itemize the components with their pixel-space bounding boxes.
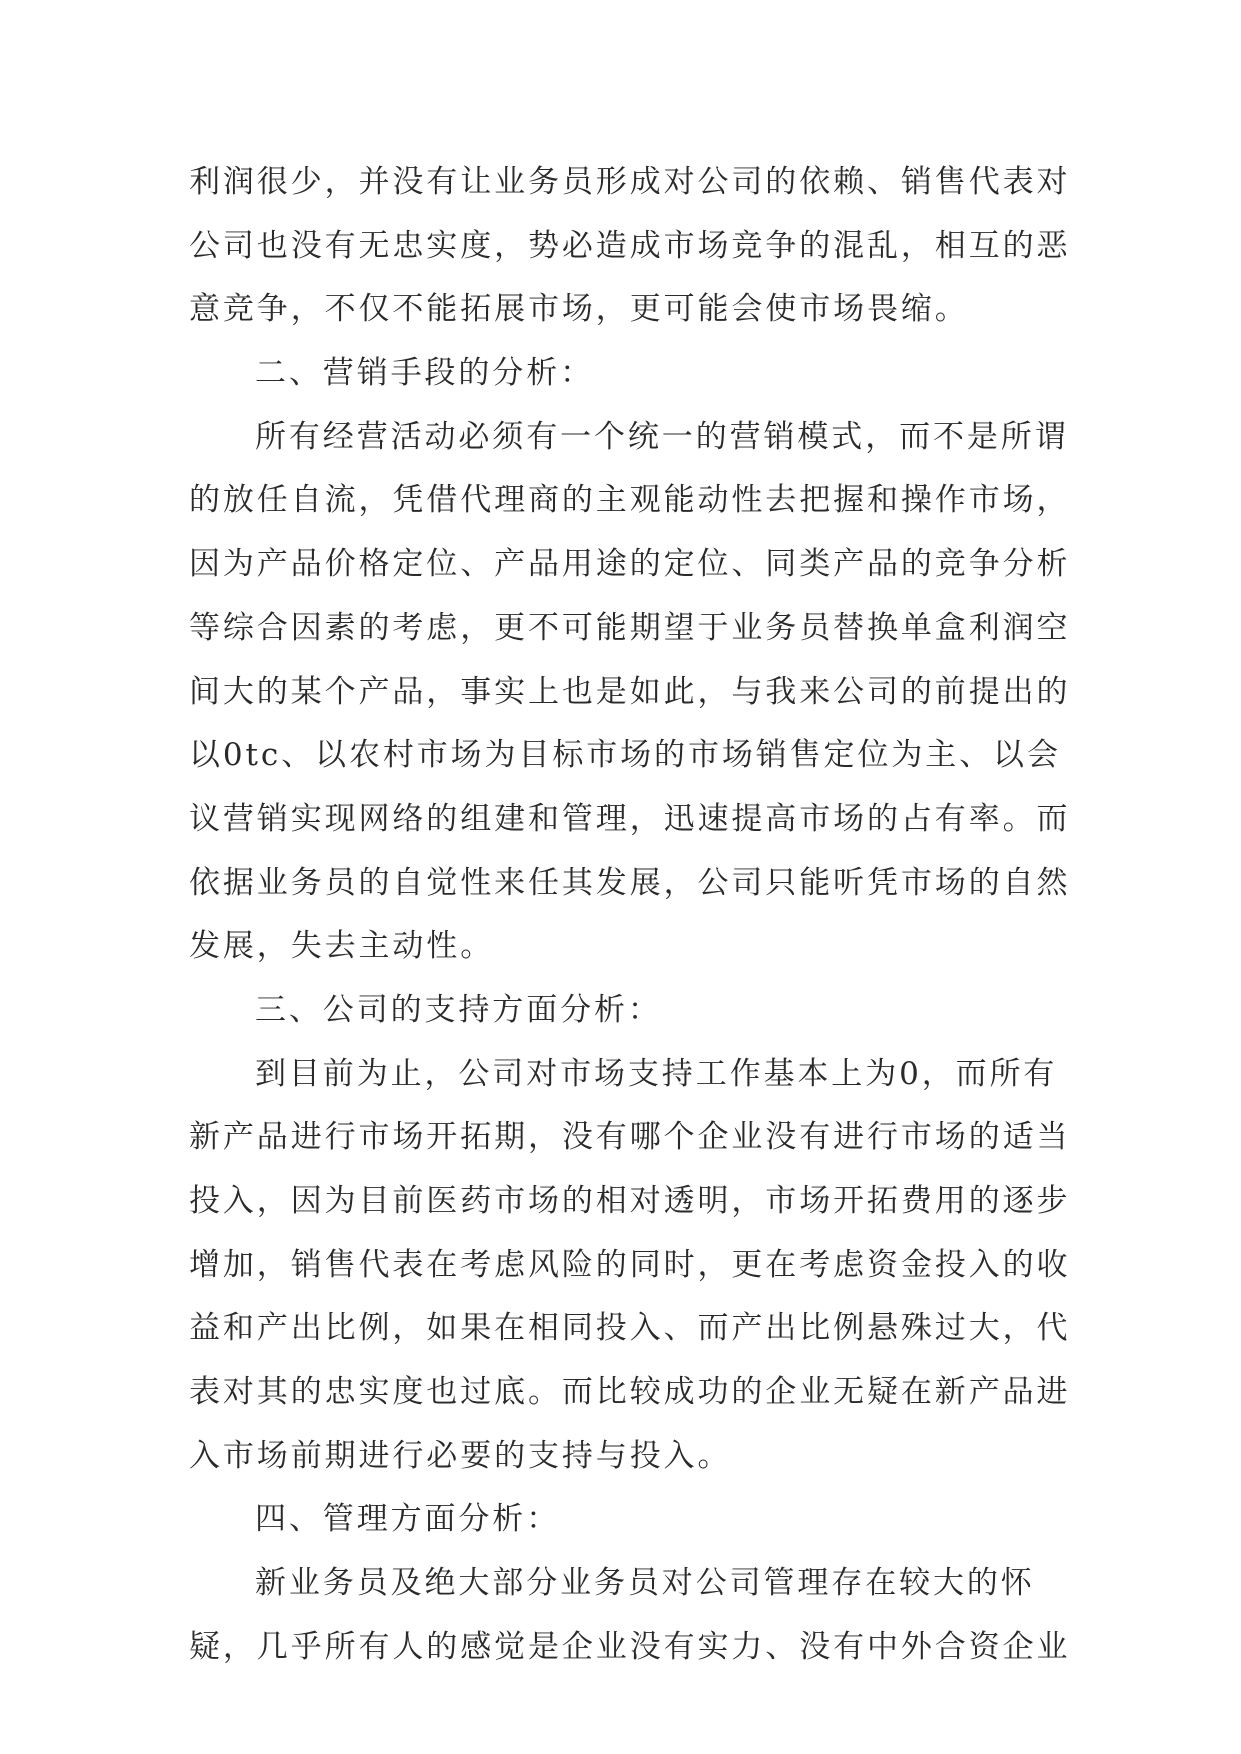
paragraph-line: 所有经营活动必须有一个统一的营销模式，而不是所谓 [255, 418, 1069, 455]
paragraph-line: 发展，失去主动性。 [189, 928, 495, 965]
paragraph-line: 意竞争，不仅不能拓展市场，更可能会使市场畏缩。 [189, 291, 969, 328]
paragraph-line: 新业务员及绝大部分业务员对公司管理存在较大的怀 [255, 1565, 1035, 1602]
paragraph-line: 利润很少，并没有让业务员形成对公司的依赖、销售代表对 [189, 164, 1071, 200]
paragraph-line: 新产品进行市场开拓期，没有哪个企业没有进行市场的适当 [189, 1119, 1071, 1156]
paragraph-line: 疑，几乎所有人的感觉是企业没有实力、没有中外合资企业 [189, 1628, 1071, 1665]
paragraph-line: 表对其的忠实度也过底。而比较成功的企业无疑在新产品进 [189, 1374, 1071, 1411]
paragraph-line: 因为产品价格定位、产品用途的定位、同类产品的竞争分析 [189, 546, 1071, 583]
paragraph-line: 以0tc、以农村市场为目标市场的市场销售定位为主、以会 [189, 737, 1061, 774]
section-heading: 三、公司的支持方面分析： [255, 991, 662, 1028]
paragraph-line: 公司也没有无忠实度，势必造成市场竞争的混乱，相互的恶 [189, 227, 1071, 264]
paragraph-line: 到目前为止，公司对市场支持工作基本上为0，而所有 [255, 1055, 1058, 1092]
section-heading: 二、营销手段的分析： [255, 355, 594, 392]
paragraph-line: 投入，因为目前医药市场的相对透明，市场开拓费用的逐步 [189, 1183, 1071, 1219]
paragraph-line: 增加，销售代表在考虑风险的同时，更在考虑资金投入的收 [189, 1246, 1071, 1283]
paragraph-line: 依据业务员的自觉性来任其发展，公司只能听凭市场的自然 [189, 864, 1071, 901]
paragraph-line: 益和产出比例，如果在相同投入、而产出比例悬殊过大，代 [189, 1310, 1071, 1347]
paragraph-line: 间大的某个产品，事实上也是如此，与我来公司的前提出的 [189, 673, 1071, 710]
paragraph-line: 议营销实现网络的组建和管理，迅速提高市场的占有率。而 [189, 800, 1071, 837]
paragraph-line: 入市场前期进行必要的支持与投入。 [189, 1437, 732, 1474]
document-body [189, 151, 1071, 1680]
paragraph-line: 等综合因素的考虑，更不可能期望于业务员替换单盒利润空 [189, 609, 1071, 646]
paragraph-line: 的放任自流，凭借代理商的主观能动性去把握和操作市场， [189, 482, 1071, 519]
section-heading: 四、管理方面分析： [255, 1501, 561, 1538]
